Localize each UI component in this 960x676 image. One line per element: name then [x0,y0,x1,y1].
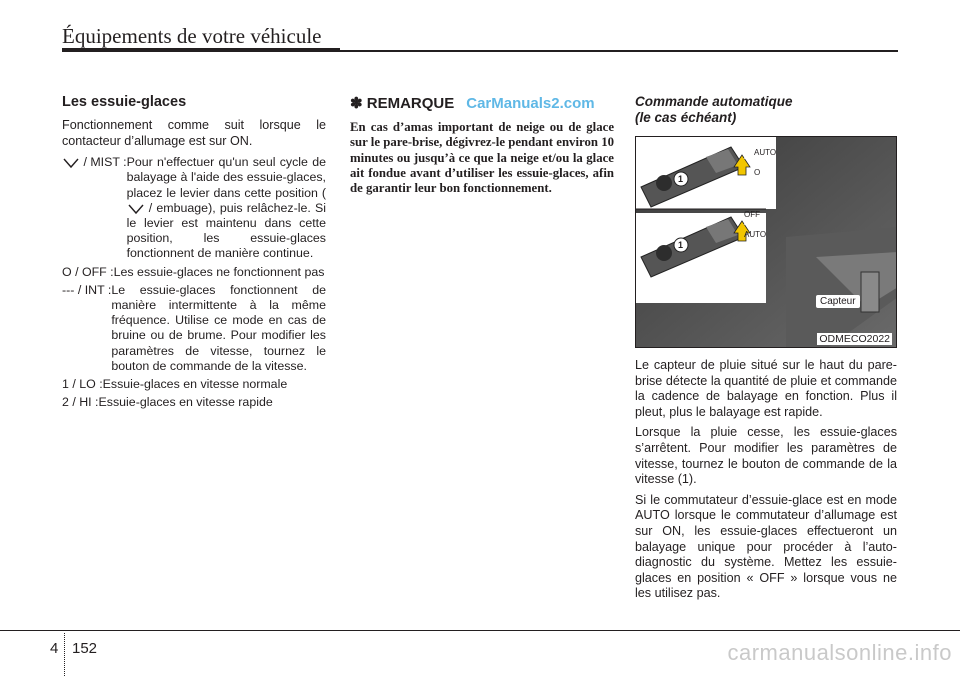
mode-mist-desc-b: / embuage), puis [144,200,243,215]
remark-text: En cas d’amas important de neige ou de glace sur le pare-brise, dégivrez-le pendant environ 10 minutes ou jusqu’à ce que la neige et/ou la glace ait fondue avant d’utiliser les essuie-glaces, afin de garantir leur bon fonctionnement. [350,120,614,196]
column-auto-control [635,90,897,607]
mode-mist-desc-c: relâchez-le. Si le levier est maintenu dans cette position, les essuie-glaces fonctionnent de manière continue. [126,200,326,261]
auto-paragraph-1: Le capteur de pluie situé sur le haut du pare-brise détecte la quantité de pluie et commande la cadence de balayage en fonction. Plus il pleut, plus le balayage est rapide. [635,358,897,419]
mode-mist-term: / MIST : [80,155,127,170]
footer-divider [64,633,65,676]
mode-lo-desc: Essuie-glaces en vitesse normale [102,377,288,392]
mode-off-term: O / OFF : [62,264,114,279]
remark-title: ✽ REMARQUE [350,95,455,112]
auto-paragraph-3: Si le commutateur d’essuie-glace est en mode AUTO lorsque le commutateur d’allumage est sur ON, les essuie-glaces effectueront un balayage unique pour procéder à l’auto-diagnostic du système. Mettez les essuie-glaces en position « OFF » lorsque vous ne les utilisez pas. [635,492,897,601]
mode-off-desc: Les essuie-glaces ne fonctionnent pas [113,264,325,279]
page-number: 152 [72,640,98,657]
auto-title-line1: Commande automatique [635,94,793,109]
column-wipers [62,90,326,413]
column-remark [350,90,614,196]
fig-label-auto-top: AUTO [754,148,777,157]
header-rule-thin [340,50,898,52]
chapter-number: 4 [50,640,59,657]
fig-label-o: O [754,168,761,177]
carmanuals-watermark: CarManuals2.com [466,94,595,112]
fig-label-off: OFF [744,210,760,219]
mode-hi [62,395,326,410]
wiper-stalk-figure [635,136,897,348]
auto-description [635,358,897,602]
auto-paragraph-2: Lorsque la pluie cesse, les essuie-glaces s’arrêtent. Pour modifier les paramètres de vitesse, tournez le bouton de commande de la vitesse (1). [635,425,897,487]
section-title-wipers: Les essuie-glaces [62,94,187,110]
fig-num-1a: 1 [678,174,684,184]
mode-hi-term: 2 / HI : [62,395,99,410]
mode-mist-desc-a: Pour n'effectuer qu'un seul cycle de balayage à l'aide des essuie-glaces, placez le levier dans cette position ( [126,155,326,200]
wiper-stalk-illustration [636,137,897,348]
wiper-modes-list [62,155,326,410]
mode-hi-desc: Essuie-glaces en vitesse rapide [98,395,273,410]
mode-lo [62,377,326,392]
fig-num-1b: 1 [678,240,684,250]
mode-lo-term: 1 / LO : [62,377,103,392]
mode-int-term: --- / INT : [62,282,112,297]
header-rule-thick [62,48,340,52]
mode-mist [62,155,326,261]
footer-rule [0,630,960,631]
mode-int [62,283,326,374]
mode-int-desc: Le essuie-glaces fonctionnent de manière intermittente à la même fréquence. Utilise ce mode en cas de bruine ou de brume. Pour modifier les paramètres de vitesse, tournez le bouton de commande de la vitesse. [111,282,326,373]
footer-watermark: carmanualsonline.info [727,640,952,665]
wipers-intro: Fonctionnement comme suit lorsque le contacteur d’allumage est sur ON. [62,118,326,148]
mist-chevron-icon-inline [127,203,145,215]
figure-code: ODMECO2022 [819,333,890,345]
auto-title-line2: (le cas échéant) [635,110,737,125]
page-header-title: Équipements de votre véhicule [62,24,322,48]
mode-off [62,265,326,280]
fig-label-auto-bottom: AUTO [744,230,767,239]
fig-label-capteur: Capteur [816,295,860,308]
mist-chevron-icon [62,157,80,169]
